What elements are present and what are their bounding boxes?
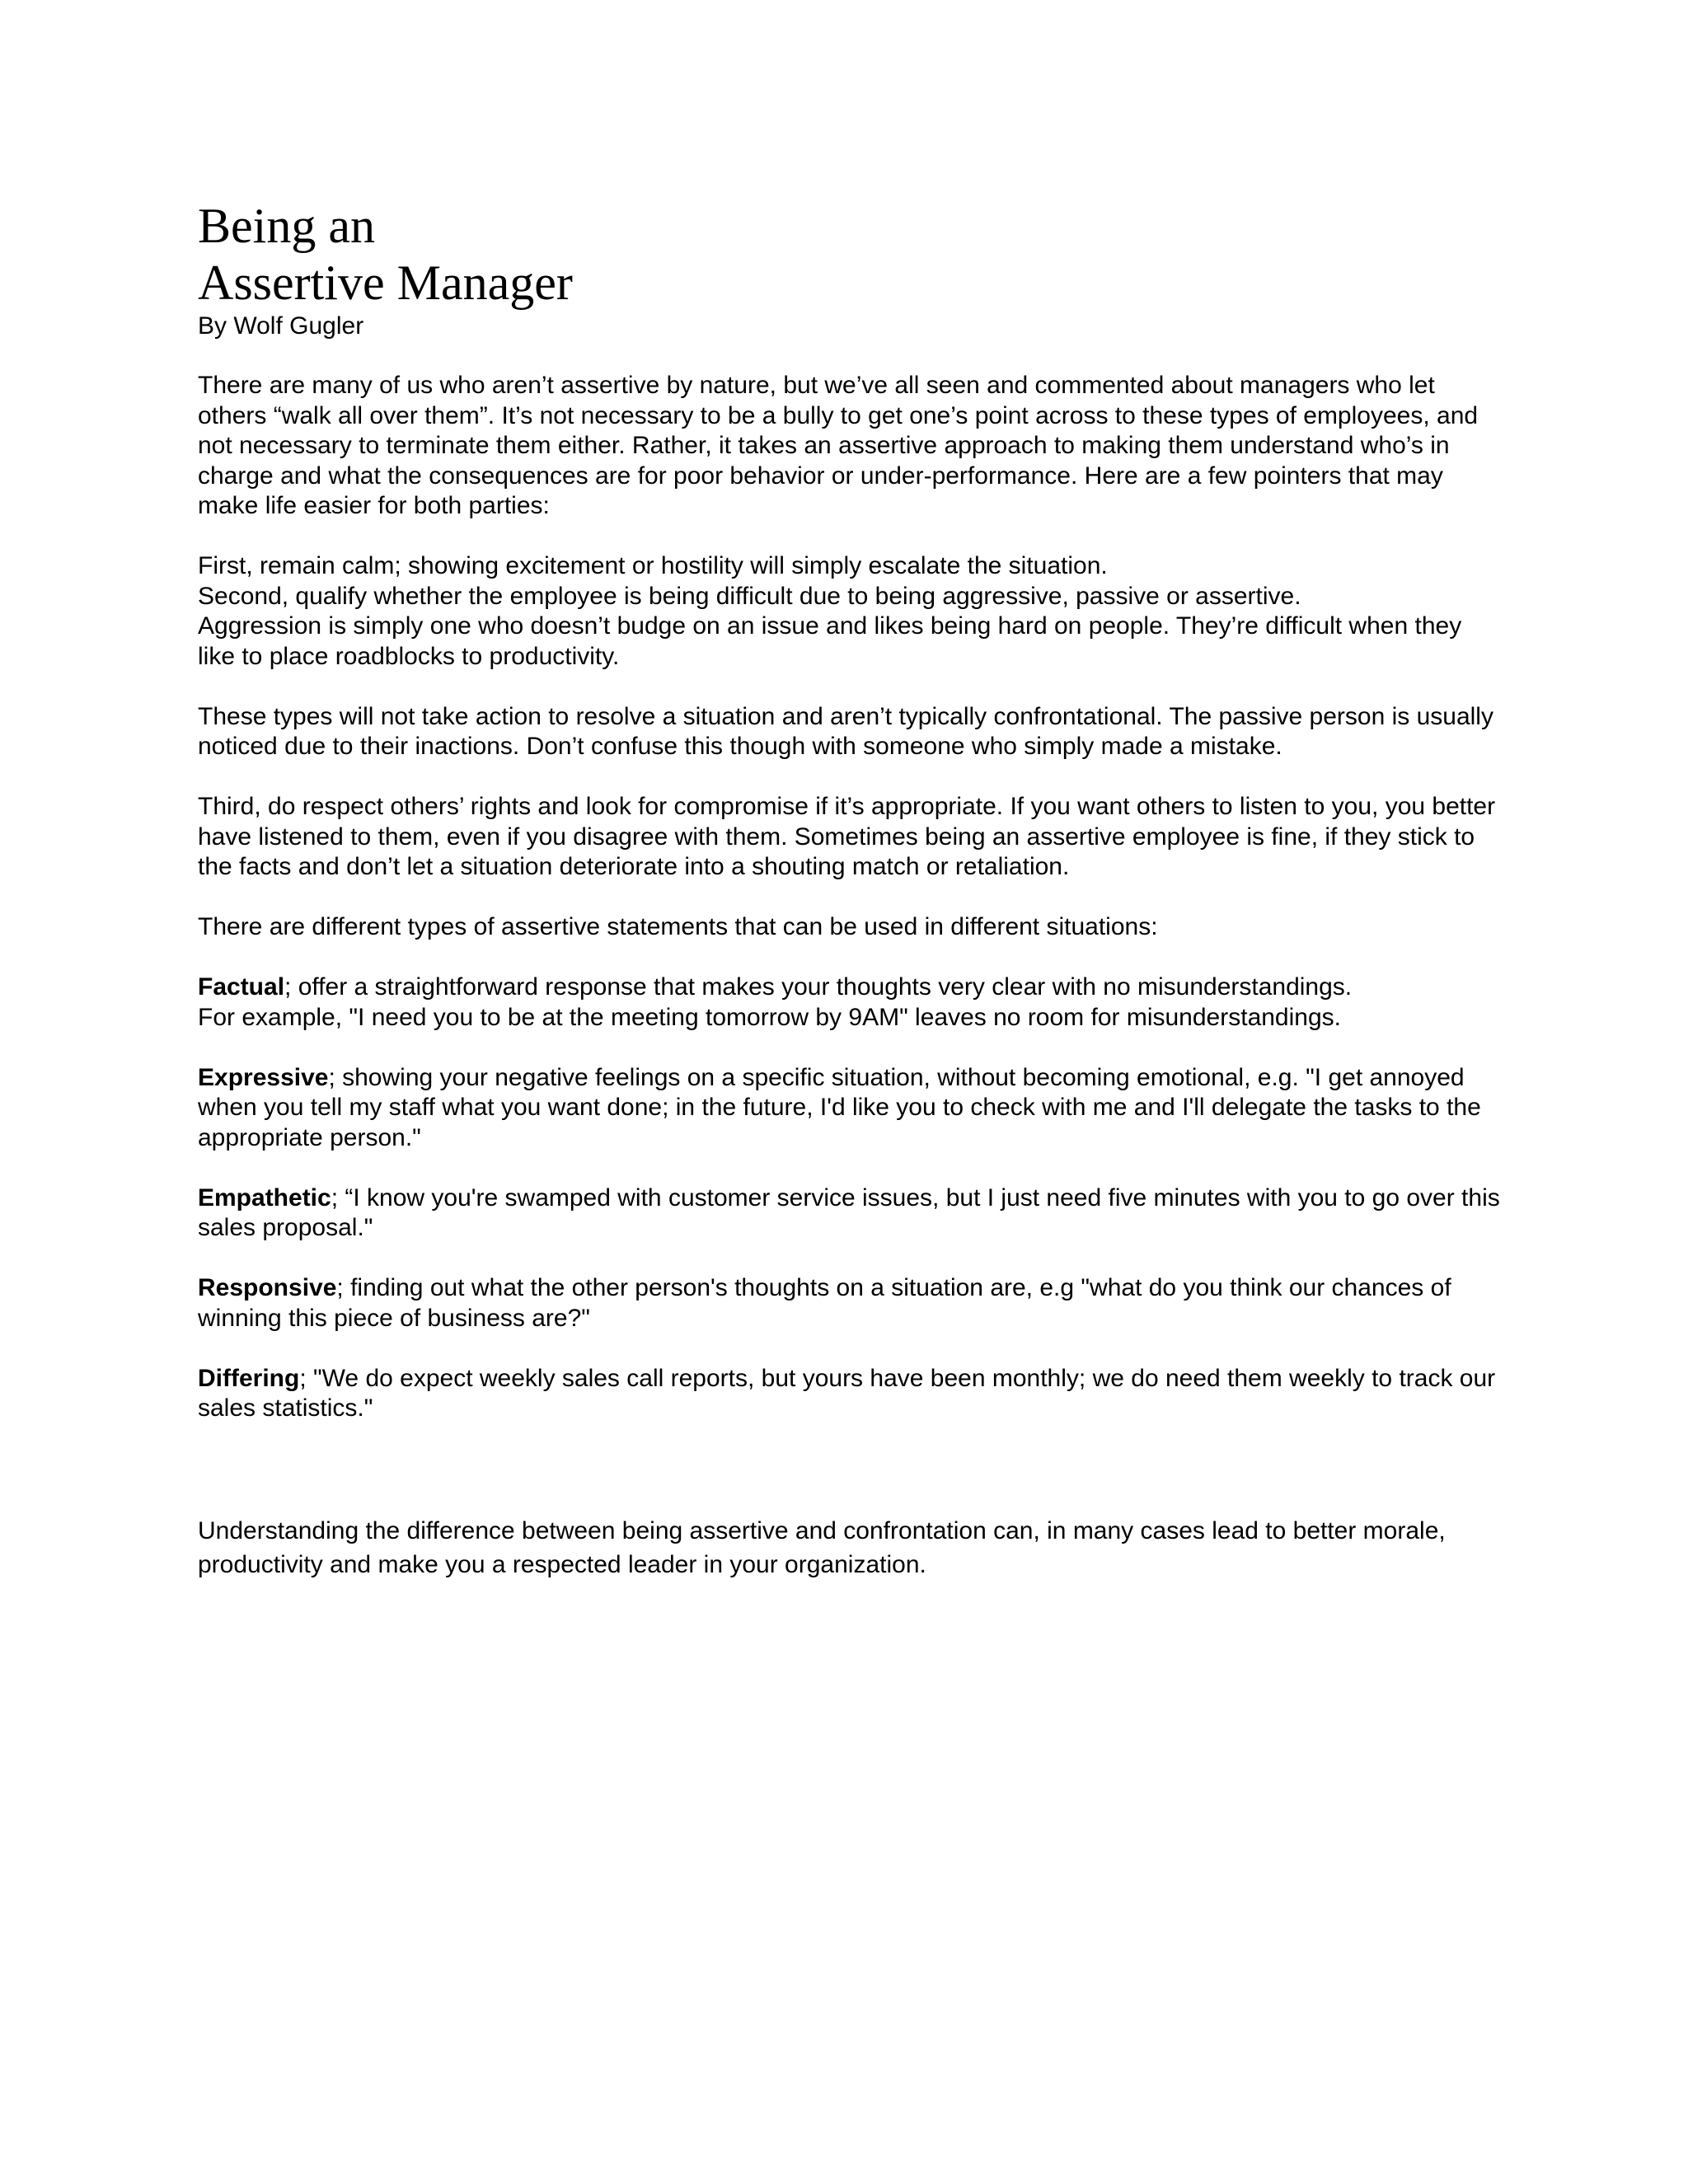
statement-types-intro: There are different types of assertive statements that can be used in different situations: — [198, 913, 1158, 940]
statement-empathetic — [198, 1183, 1500, 1244]
statement-term: Responsive — [198, 1274, 337, 1301]
title-line-2: Assertive Manager — [198, 255, 573, 310]
first-pointer: First, remain calm; showing excitement or hostility will simply escalate the situation. — [198, 552, 1108, 579]
statement-responsive — [198, 1273, 1500, 1333]
section-spacer — [198, 1454, 1500, 1514]
statement-text: ; "We do expect weekly sales call reports, but yours have been monthly; we do need them weekly to track our sales statistics." — [198, 1364, 1496, 1422]
statement-expressive — [198, 1063, 1500, 1154]
second-pointer: Second, qualify whether the employee is being difficult due to being aggressive, passive or assertive. — [198, 582, 1301, 610]
document-page — [198, 198, 1500, 1612]
passive-paragraph: These types will not take action to resolve a situation and aren’t typically confrontational. The passive person is usually noticed due to their inactions. Don’t confuse this though with someone who simply made a mistake. — [198, 702, 1493, 760]
statement-text: ; showing your negative feelings on a specific situation, without becoming emotional, e.g. "I get annoyed when you tell my staff what you want done; in the future, I'd like you to check with me and I'll delegate the tasks to the appropriate person." — [198, 1063, 1481, 1151]
statement-example: For example, "I need you to be at the meeting tomorrow by 9AM" leaves no room for misunderstandings. — [198, 1003, 1341, 1031]
conclusion-paragraph: Understanding the difference between being assertive and confrontation can, in many cases lead to better morale, productivity and make you a respected leader in your organization. — [198, 1517, 1446, 1578]
statement-differing — [198, 1364, 1500, 1424]
statement-term: Empathetic — [198, 1183, 331, 1212]
statement-term: Factual — [198, 973, 285, 1001]
aggression-description: Aggression is simply one who doesn’t budge on an issue and likes being hard on people. They’re difficult when they like to place roadblocks to productivity. — [198, 612, 1462, 670]
pointers-paragraph — [198, 551, 1500, 672]
statement-text: ; offer a straightforward response that makes your thoughts very clear with no misunderstandings. — [284, 973, 1353, 1001]
statement-factual — [198, 972, 1500, 1033]
author-byline: By Wolf Gugler — [198, 312, 364, 340]
statement-text: ; finding out what the other person's thoughts on a situation are, e.g "what do you think our chances of winning this piece of business are?" — [198, 1274, 1451, 1332]
third-pointer-paragraph: Third, do respect others’ rights and look for compromise if it’s appropriate. If you want others to listen to you, you better have listened to them, even if you disagree with them. Sometimes being an assertive employee is fine, if they stick to the facts and don’t let a situation deteriorate into a shouting match or retaliation. — [198, 793, 1496, 880]
title-line-1: Being an — [198, 199, 375, 253]
statement-term: Expressive — [198, 1063, 329, 1091]
intro-paragraph: There are many of us who aren’t assertive by nature, but we’ve all seen and commented about managers who let others “walk all over them”. It’s not necessary to be a bully to get one’s point across to these types of employees, and not necessary to terminate them either. Rather, it takes an assertive approach to making them understand who’s in charge and what the consequences are for poor behavior or under-performance. Here are a few pointers that may make life easier for both parties: — [198, 372, 1479, 519]
document-title — [198, 198, 1500, 312]
statement-term: Differing — [198, 1364, 300, 1392]
statement-text: ; “I know you're swamped with customer service issues, but I just need five minutes with you to go over this sales proposal." — [198, 1183, 1500, 1241]
